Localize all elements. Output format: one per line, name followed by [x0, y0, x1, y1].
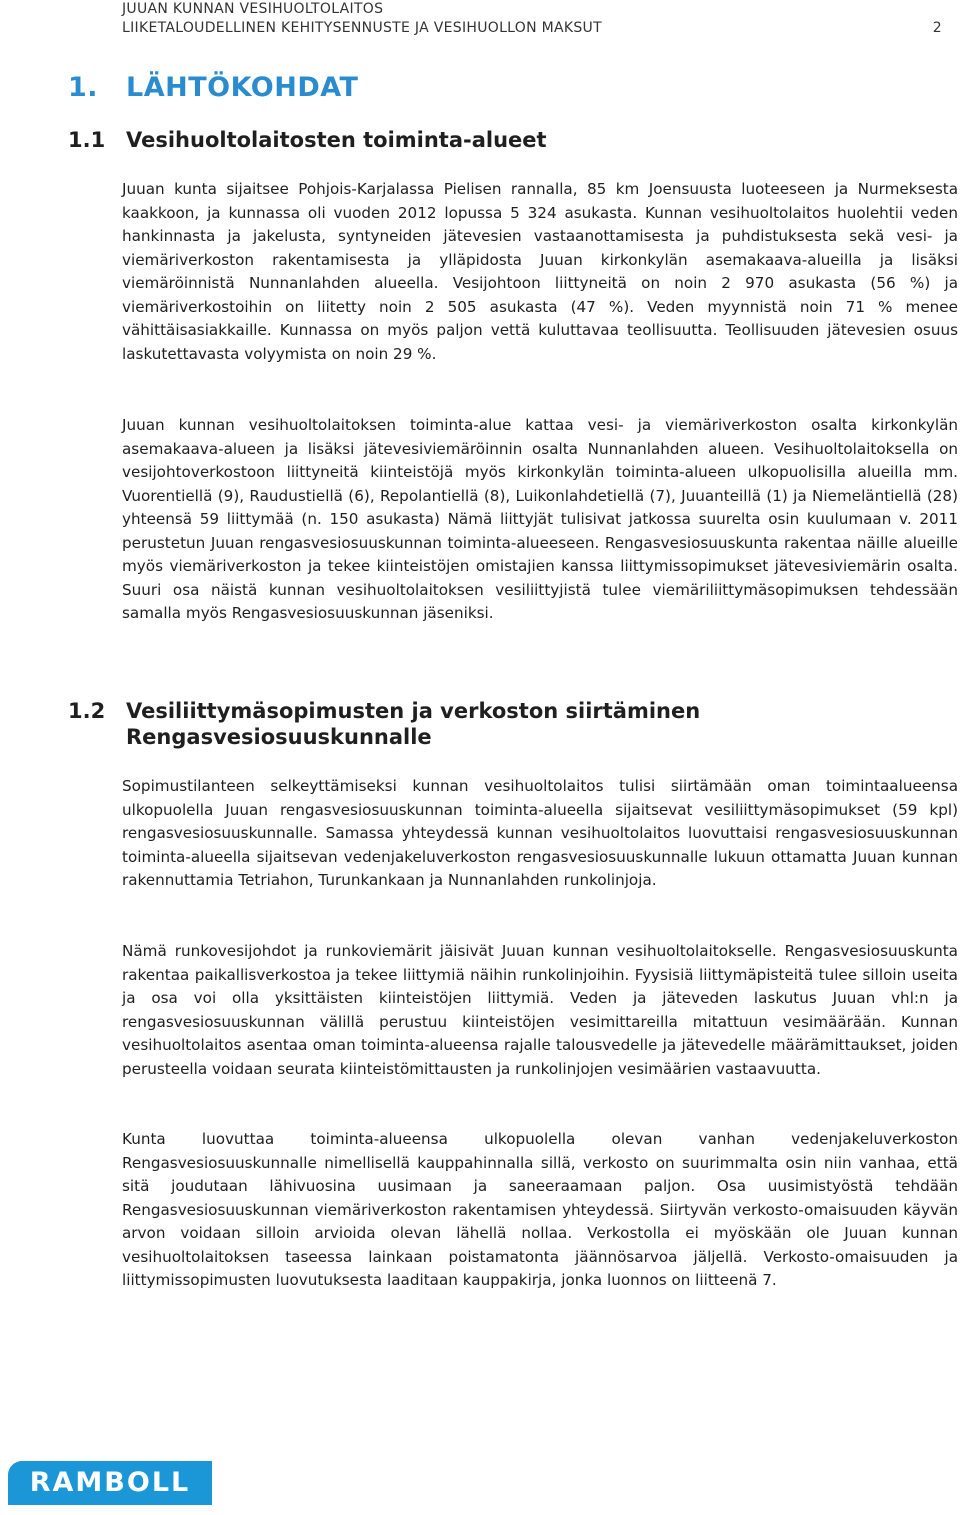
ramboll-logo — [8, 1461, 212, 1505]
paragraph-1-1-a: Juuan kunta sijaitsee Pohjois-Karjalassa Pielisen rannalla, 85 km Joensuusta luoteeseen ja Nurmeksesta kaakkoon, ja kunnassa oli vuoden 2012 lopussa 5 324 asukasta. Kunnan vesihuoltolaitos huolehtii veden hankinnasta ja jakelusta, syntyneiden jätevesien vastaanottamisesta ja puhdistuksesta sekä vesi- ja viemäriverkoston rakentamisesta ja ylläpidosta Juuan kirkonkylän asemakaava-alueilla ja lisäksi viemäröinnistä Nunnanlahden alueella. Vesijohtoon liittyneitä on noin 2 970 asukasta (56 %) ja viemäriverkostoihin on liitetty noin 2 505 asukasta (47 %). Veden myynnistä noin 71 % menee vähittäisasiakkaille. Kunnassa on myös paljon vettä kuluttavaa teollisuutta. Teollisuuden jätevesien osuus laskutettavasta volyymista on noin 29 %. — [122, 180, 958, 363]
chapter-number: 1. — [68, 72, 99, 103]
paragraph-1-2-c: Kunta luovuttaa toiminta-alueensa ulkopuolella olevan vanhan vedenjakeluverkoston Rengasvesiosuuskunnalle nimellisellä kauppahinnalla sillä, verkosto on suurimmalta osin niin vanhaa, että sitä joudutaan lähivuosina uusimaan ja saneeraamaan paljon. Osa uusimistyöstä tehdään Rengasvesiosuuskunnan viemäriverkoston rakentamisen yhteydessä. Siirtyvän verkosto-omaisuuden käyvän arvon voidaan silloin arvioida olevan lähellä nollaa. Verkostolla ei myöskään ole Juuan kunnan vesihuoltolaitoksen taseessa lainkaan poistamatonta jäännösarvoa jäljellä. Verkosto-omaisuuden ja liittymissopimusten luovutuksesta laaditaan kauppakirja, jonka luonnos on liitteenä 7. — [122, 1130, 958, 1289]
section-heading-1-2 — [68, 698, 946, 750]
logo-text: RAMBOLL — [29, 1467, 191, 1498]
page-number: 2 — [932, 20, 942, 36]
chapter-heading — [68, 70, 358, 106]
page-header — [122, 0, 942, 38]
section-number: 1.1 — [68, 128, 106, 152]
section-heading-1-1 — [68, 127, 946, 153]
chapter-title: LÄHTÖKOHDAT — [126, 72, 359, 103]
header-line-1: JUUAN KUNNAN VESIHUOLTOLAITOS — [122, 1, 384, 17]
paragraph-1-2-b: Nämä runkovesijohdot ja runkoviemärit jäisivät Juuan kunnan vesihuoltolaitokselle. Rengasvesiosuuskunta rakentaa paikallisverkostoa ja tekee liittymiä näihin runkolinjoihin. Fyysisiä liittymäpisteitä tulee silloin useita ja osa voi olla yksittäisten kiinteistöjen liittymiä. Veden ja jäteveden laskutus Juuan vhl:n ja rengasvesiosuuskunnan välillä perustuu kiinteistöjen vesimittareilla mitattuun vesimäärään. Kunnan vesihuoltolaitos asentaa oman toiminta-alueensa rajalle talousvedelle ja jätevedelle määrämittaukset, joiden perusteella voidaan seurata kiinteistömittausten ja runkolinjojen vesimäärien vastaavuutta. — [122, 942, 958, 1078]
section-number: 1.2 — [68, 699, 106, 723]
section-title: Vesihuoltolaitosten toiminta-alueet — [126, 128, 547, 152]
section-title: Vesiliittymäsopimusten ja verkoston siirtäminen Rengasvesiosuuskunnalle — [126, 699, 701, 749]
header-line-2: LIIKETALOUDELLINEN KEHITYSENNUSTE JA VESIHUOLLON MAKSUT — [122, 20, 602, 36]
paragraph-1-1-b: Juuan kunnan vesihuoltolaitoksen toiminta-alue kattaa vesi- ja viemäriverkoston osalta kirkonkylän asemakaava-alueen ja lisäksi jätevesiviemäröinnin osalta Nunnanlahden alueen. Vesihuoltolaitoksella on vesijohtoverkostoon liittyneitä kiinteistöjä myös kirkonkylän toiminta-alueen ulkopuolisilla alueilla mm. Vuorentiellä (9), Raudustiellä (6), Repolantiellä (8), Luikonlahdetiellä (7), Juuanteillä (1) ja Niemeläntiellä (28) yhteensä 59 liittymää (n. 150 asukasta) Nämä liittyjät tulisivat jatkossa suurelta osin kuulumaan v. 2011 perustetun Juuan rengasvesiosuuskunnan toiminta-alueeseen. Rengasvesiosuuskunta rakentaa näille alueille myös viemäriverkoston ja tekee kiinteistöjen omistajien kanssa liittymissopimukset jätevesiviemärin osalta. Suuri osa näistä kunnan vesihuoltolaitoksen vesiliittyjistä tulee viemäriliittymäsopimuksen tehdessään samalla myös Rengasvesiosuuskunnan jäseniksi. — [122, 416, 958, 622]
paragraph-1-2-a: Sopimustilanteen selkeyttämiseksi kunnan vesihuoltolaitos tulisi siirtämään oman toimintaalueensa ulkopuolella Juuan rengasvesiosuuskunnan toiminta-alueella sijaitsevat vesiliittymäsopimukset (59 kpl) rengasvesiosuuskunnalle. Samassa yhteydessä kunnan vesihuoltolaitos luovuttaisi rengasvesiosuuskunnan toiminta-alueella sijaitsevan vedenjakeluverkoston rengasvesiosuuskunnalle lukuun ottamatta Juuan kunnan rakennuttamia Tetriahon, Turunkankaan ja Nunnanlahden runkolinjoja. — [122, 777, 958, 889]
